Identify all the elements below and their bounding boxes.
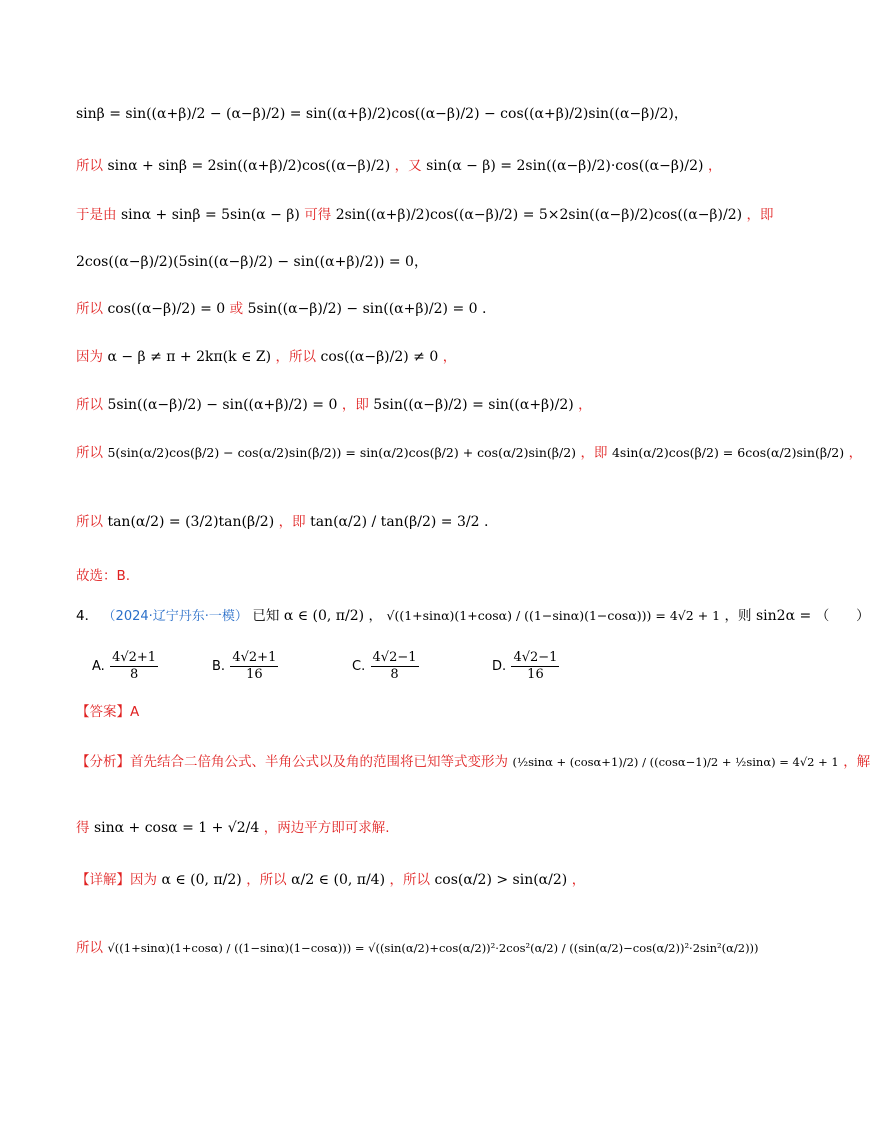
option-b-denominator: 16 <box>246 667 263 682</box>
text-you: ，又 <box>394 158 422 174</box>
formula-line-4 <box>76 252 428 272</box>
option-c-fraction <box>371 650 419 683</box>
text-suoyi: 所以 <box>76 445 103 461</box>
option-d-label: D. <box>492 659 507 674</box>
option-c-numerator: 4√2−1 <box>372 650 417 665</box>
formula-line-3 <box>76 205 774 225</box>
option-a-numerator: 4√2+1 <box>112 650 157 665</box>
text-huo: 或 <box>229 301 244 317</box>
formula-sum-to-product: sinα + sinβ = 2sin((α+β)/2)cos((α−β)/2) <box>107 158 391 174</box>
analysis-sum-formula: sinα + cosα = 1 + √2/4 <box>93 820 260 836</box>
formula-line-2 <box>76 156 721 176</box>
formula-second-case: 5sin((α−β)/2) − sin((α+β)/2) = 0 <box>247 301 478 317</box>
text-comma: ， <box>707 158 722 174</box>
detail-text-suoyi: ，所以 <box>246 872 287 888</box>
question-4 <box>76 606 870 627</box>
text-comma: ， <box>848 445 863 461</box>
formula-substituted: 2sin((α+β)/2)cos((α−β)/2) = 5×2sin((α−β)/2)cos((α−β)/2) <box>335 207 743 223</box>
text-suoyi: 所以 <box>76 301 103 317</box>
text-comma: ， <box>442 349 457 365</box>
detail-line-1 <box>76 870 585 890</box>
text-suoyi: ，所以 <box>275 349 317 365</box>
option-c-denominator: 8 <box>390 667 399 682</box>
option-d-numerator: 4√2−1 <box>513 650 558 665</box>
question-target: sin2α = <box>756 608 812 624</box>
option-a-label: A. <box>92 659 105 674</box>
formula-cos-zero: cos((α−β)/2) = 0 <box>107 301 226 317</box>
detail-line-2 <box>76 938 759 958</box>
option-d-fraction <box>511 650 559 683</box>
text-period: . <box>483 514 489 530</box>
question-number: 4． <box>76 608 99 624</box>
detail-text-suoyi-2: ，所以 <box>389 872 430 888</box>
formula-second-case-zero: 5sin((α−β)/2) − sin((α+β)/2) = 0 <box>107 397 338 413</box>
question-text-yizhi: 已知 <box>252 608 280 624</box>
formula-tan-ratio: tan(α/2) / tan(β/2) = 3/2 <box>310 514 480 530</box>
text-ji: ，即 <box>278 514 306 530</box>
text-suoyi: 所以 <box>76 514 103 530</box>
detail-cos-gt-sin: cos(α/2) > sin(α/2) <box>434 872 568 888</box>
option-d[interactable] <box>492 650 560 683</box>
formula-sin-diff: sin(α − β) = 2sin((α−β)/2)·cos((α−β)/2) <box>426 158 704 174</box>
formula-simplified: 4sin(α/2)cos(β/2) = 6cos(α/2)sin(β/2) <box>611 445 845 460</box>
option-b-label: B. <box>212 659 226 674</box>
analysis-formula: (½sinα + (cosα+1)/2) / ((cosα−1)/2 + ½sinα) = 4√2 + 1 <box>512 755 839 769</box>
text-suoyi: 所以 <box>76 158 103 174</box>
detail-root-transform: √((1+sinα)(1+cosα) / ((1−sinα)(1−cosα))) = √((sin(α/2)+cos(α/2))²·2cos²(α/2) / ((sin(α/2)−cos(α/2))²·2sin²(α/2))) <box>107 941 759 955</box>
question-angle-range: α ∈ (0, π/2) <box>283 608 365 624</box>
text-suoyi: 所以 <box>76 397 103 413</box>
question-given-equation: √((1+sinα)(1+cosα) / ((1−sinα)(1−cosα))) = 4√2 + 1 <box>386 608 721 623</box>
formula-line-6 <box>76 347 456 367</box>
option-d-denominator: 16 <box>527 667 544 682</box>
option-a[interactable] <box>92 650 159 683</box>
formula-line-7 <box>76 395 592 415</box>
detail-text-suoyi-3: 所以 <box>76 940 103 956</box>
analysis-text: 【分析】首先结合二倍角公式、半角公式以及角的范围将已知等式变形为 <box>76 754 508 770</box>
detail-half-angle-range: α/2 ∈ (0, π/4) <box>291 872 386 888</box>
analysis-line-2 <box>76 818 390 838</box>
option-a-denominator: 8 <box>129 667 139 682</box>
formula-cos-nonzero: cos((α−β)/2) ≠ 0 <box>320 349 439 365</box>
detail-text-yinwei: 【详解】因为 <box>76 872 157 888</box>
question-source: （2024·辽宁丹东·一模） <box>102 609 248 624</box>
formula-angle-condition: α − β ≠ π + 2kπ(k ∈ Z) <box>107 349 272 365</box>
analysis-line-1 <box>76 752 870 772</box>
formula-factored: 2cos((α−β)/2)(5sin((α−β)/2) − sin((α+β)/2)) = 0， <box>76 254 428 270</box>
answer-label: 【答案】A <box>76 704 140 720</box>
question-answer-paren: （ ） <box>815 608 870 624</box>
analysis-text-square: ，两边平方即可求解. <box>263 820 390 836</box>
formula-line-9 <box>76 512 488 532</box>
analysis-text-de: 得 <box>76 820 90 836</box>
text-yushiyou: 于是由 <box>76 207 117 223</box>
option-b-fraction <box>230 650 278 683</box>
formula-line-8 <box>76 443 862 463</box>
formula-given-condition: sinα + sinβ = 5sin(α − β) <box>120 207 300 223</box>
option-c[interactable] <box>352 650 420 683</box>
question-comma: ， <box>368 608 383 624</box>
text-yinwei: 因为 <box>76 349 103 365</box>
text-ji: ，即 <box>746 207 774 223</box>
analysis-text-jie: ，解 <box>843 754 870 770</box>
question-text-ze: ，则 <box>724 608 752 624</box>
formula-expanded: 5(sin(α/2)cos(β/2) − cos(α/2)sin(β/2)) = sin(α/2)cos(β/2) + cos(α/2)sin(β/2) <box>107 445 577 460</box>
answer-line <box>76 702 139 722</box>
text-kede: 可得 <box>304 207 332 223</box>
formula-tan-relation: tan(α/2) = (3/2)tan(β/2) <box>107 514 275 530</box>
detail-angle-range: α ∈ (0, π/2) <box>161 872 242 888</box>
option-a-fraction <box>110 650 158 683</box>
text-ji: ，即 <box>580 445 608 461</box>
option-b[interactable] <box>212 650 279 683</box>
formula-line-5 <box>76 299 486 319</box>
option-b-numerator: 4√2+1 <box>232 650 277 665</box>
option-c-label: C. <box>352 659 366 674</box>
text-comma: ， <box>578 397 592 413</box>
text-ji: ，即 <box>341 397 369 413</box>
formula-line-1 <box>76 104 688 124</box>
formula-sin-beta-expansion: sinβ = sin((α+β)/2 − (α−β)/2) = sin((α+β)/2)cos((α−β)/2) − cos((α+β)/2)sin((α−β)/2)， <box>76 106 688 122</box>
formula-rearranged: 5sin((α−β)/2) = sin((α+β)/2) <box>373 397 574 413</box>
text-guxuan: 故选：B. <box>76 568 131 584</box>
answer-choice-line <box>76 566 130 586</box>
detail-comma: ， <box>571 872 586 888</box>
text-period: . <box>482 301 487 317</box>
